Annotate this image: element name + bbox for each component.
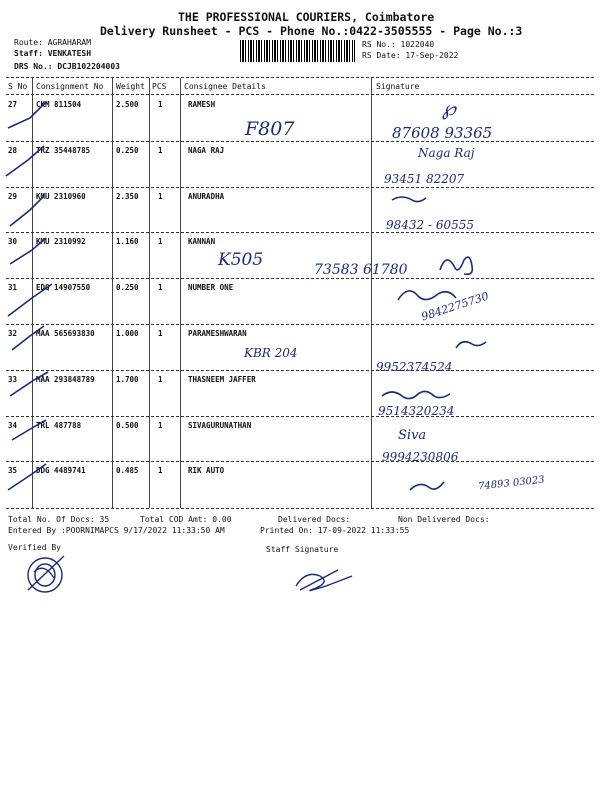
non-delivered-docs: Non Delivered Docs: (398, 515, 490, 524)
signature-30 (440, 257, 472, 274)
staff-signature-label: Staff Signature (266, 545, 339, 554)
delivered-docs: Delivered Docs: (278, 515, 351, 524)
tick-mark-33 (10, 372, 48, 396)
total-docs: Total No. Of Docs: 35 (8, 515, 110, 524)
handwritten-phone-27: 87608 93365 (392, 124, 493, 142)
row-pcs: 1 (158, 145, 163, 155)
row-pcs: 1 (158, 283, 163, 293)
col-weight-header: Weight (116, 82, 145, 91)
signature-scribble-27: ℘ (442, 96, 456, 120)
row-consignment-no: CKM 811504 (36, 100, 82, 109)
handwritten-name-28: Naga Raj (418, 146, 475, 160)
row-consignment-no: DDG 4489741 (36, 466, 86, 476)
row-pcs: 1 (158, 466, 163, 476)
handwritten-phone-29: 98432 - 60555 (386, 218, 475, 232)
row-sno: 29 (8, 191, 18, 201)
row-sno: 31 (8, 283, 18, 293)
handwritten-flat-27: F807 (245, 118, 295, 140)
route-label: Route: AGRAHARAM (14, 38, 92, 47)
row-weight: 0.500 (116, 420, 139, 430)
tick-mark-35 (8, 464, 46, 490)
row-weight: 0.250 (116, 145, 139, 155)
rs-number: RS No.: 1022040 (362, 40, 435, 49)
tick-mark-34 (12, 420, 46, 440)
row-weight: 2.500 (116, 100, 139, 109)
signature-29 (392, 197, 426, 202)
row-sno: 30 (8, 237, 18, 247)
row-weight: 2.350 (116, 191, 139, 201)
row-consignee: ANURADHA (188, 191, 225, 201)
handwritten-phone-31: 9842275730 (419, 289, 491, 324)
handwritten-phone-28: 93451 82207 (384, 172, 465, 186)
tick-mark-29 (10, 196, 44, 226)
runsheet-subtitle: Delivery Runsheet - PCS - Phone No.:0422-3505555 - Page No.:3 (100, 24, 523, 38)
printed-on: Printed On: 17-09-2022 11:33:55 (260, 526, 410, 535)
row-consignee: THASNEEM JAFFER (188, 374, 256, 384)
staff-signature-scribble (296, 570, 352, 591)
row-consignment-no: EDQ 14907550 (36, 283, 91, 293)
company-title: THE PROFESSIONAL COURIERS, Coimbatore (178, 10, 435, 24)
handwritten-phone-35: 74893 03023 (477, 474, 546, 493)
entered-by: Entered By :POORNIMAPCS 9/17/2022 11:33:50 AM (8, 526, 225, 535)
row-sno: 32 (8, 329, 18, 338)
row-consignment-no: MAA 293848789 (36, 374, 95, 384)
row-pcs: 1 (158, 374, 163, 384)
handwritten-name-34: Siva (398, 428, 427, 443)
signature-33 (382, 391, 450, 398)
tick-mark-28 (6, 146, 44, 176)
signature-31 (398, 291, 456, 300)
handwritten-phone-33: 9514320234 (378, 404, 455, 418)
row-pcs: 1 (158, 100, 163, 109)
staff-label: Staff: VENKATESH (14, 49, 92, 58)
tick-mark-32 (12, 326, 44, 350)
tick-mark-31 (8, 284, 52, 316)
col-signature-header: Signature (376, 82, 420, 91)
row-weight: 0.250 (116, 283, 139, 293)
row-consignment-no: MAA 565693830 (36, 329, 95, 338)
row-consignee: SIVAGURUNATHAN (188, 420, 252, 430)
col-sno-header: S No (8, 82, 28, 91)
row-weight: 0.485 (116, 466, 139, 476)
row-consignee: RAMESH (188, 100, 216, 109)
handwritten-flat-30: K505 (218, 250, 264, 270)
total-cod: Total COD Amt: 0.00 (140, 515, 232, 524)
row-consignee: RIK AUTO (188, 466, 225, 476)
handwritten-phone-32: 9952374524 (376, 360, 453, 374)
row-consignment-no: KMU 2310960 (36, 191, 86, 201)
handwritten-phone-34: 9994230806 (382, 450, 459, 464)
tick-mark-30 (10, 238, 46, 264)
row-consignment-no: KMU 2310992 (36, 237, 86, 247)
row-weight: 1.000 (116, 329, 139, 338)
verified-by-label: Verified By (8, 543, 61, 552)
verified-signature (28, 556, 64, 592)
signature-35 (410, 482, 444, 490)
rs-date: RS Date: 17-Sep-2022 (362, 51, 459, 60)
signature-32 (456, 342, 486, 348)
col-consignee-header: Consignee Details (184, 82, 266, 91)
row-consignment-no: TRZ 35448785 (36, 145, 91, 155)
row-sno: 33 (8, 374, 18, 384)
row-sno: 34 (8, 420, 18, 430)
row-pcs: 1 (158, 329, 163, 338)
row-weight: 1.700 (116, 374, 139, 384)
row-weight: 1.160 (116, 237, 139, 247)
row-consignee: NAGA RAJ (188, 145, 225, 155)
col-consignment-header: Consignment No (36, 82, 104, 91)
row-consignee: PARAMESHWARAN (188, 329, 247, 338)
tick-mark-27 (8, 102, 46, 128)
row-sno: 35 (8, 466, 18, 476)
row-consignment-no: TRL 487788 (36, 420, 82, 430)
row-pcs: 1 (158, 237, 163, 247)
row-sno: 27 (8, 100, 18, 109)
handwritten-flat-32: KBR 204 (244, 346, 298, 360)
handwritten-phone-30: 73583 61780 (314, 262, 408, 278)
row-pcs: 1 (158, 191, 163, 201)
row-sno: 28 (8, 145, 18, 155)
row-pcs: 1 (158, 420, 163, 430)
row-consignee: KANNAN (188, 237, 216, 247)
row-consignee: NUMBER ONE (188, 283, 234, 293)
col-pcs-header: PCS (152, 82, 167, 91)
drs-number: DRS No.: DCJB102204003 (14, 62, 120, 71)
